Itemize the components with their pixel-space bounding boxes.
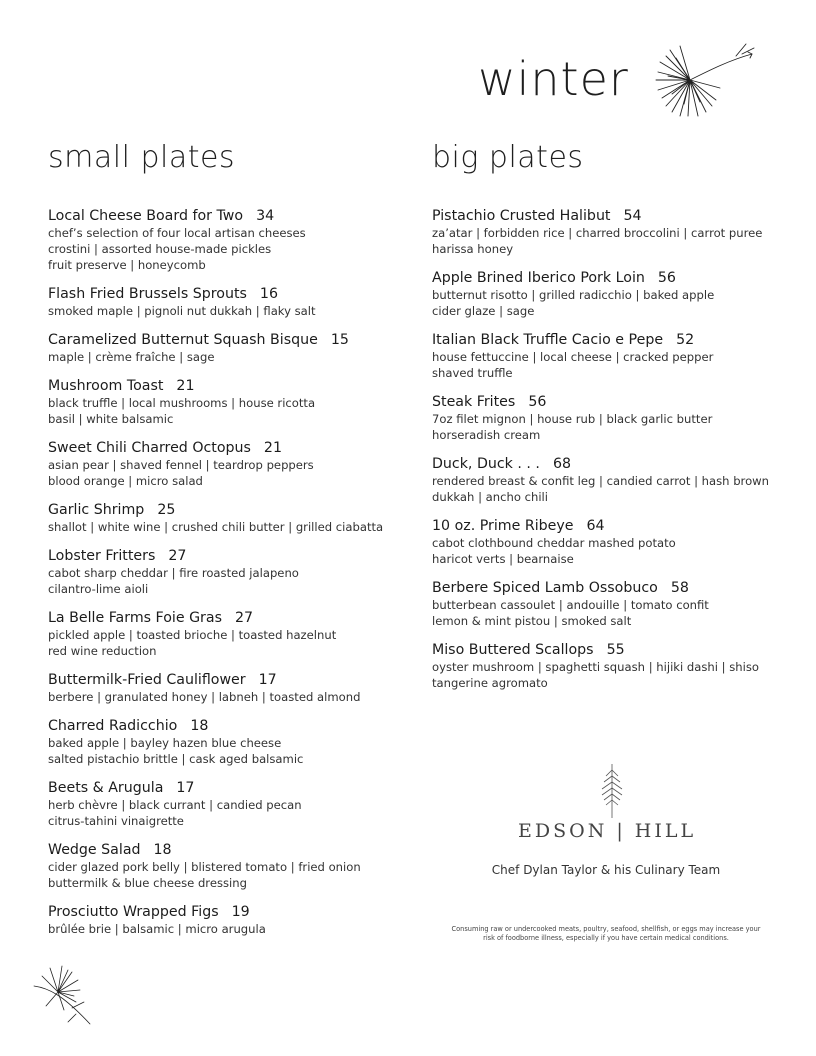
menu-item-header (48, 208, 418, 225)
menu-item-description: crostini | assorted house-made pickles (48, 242, 272, 256)
menu-item-price: 27 (234, 610, 254, 626)
menu-item-name: Beets & Arugula (48, 780, 164, 796)
menu-item-price: 64 (586, 518, 605, 534)
menu-item-price: 17 (258, 672, 277, 688)
big-plates-title: big plates (432, 140, 584, 175)
menu-item-price: 34 (256, 208, 275, 224)
season-title: winter (478, 52, 629, 106)
menu-item-description: fruit preserve | honeycomb (48, 258, 206, 272)
chef-credit: Chef Dylan Taylor & his Culinary Team (491, 863, 721, 877)
menu-item (432, 332, 792, 381)
pine-branch-icon (650, 40, 760, 120)
menu-item-name: Apple Brined Iberico Pork Loin (432, 270, 645, 286)
menu-item-header (432, 518, 792, 535)
menu-item-name: Flash Fried Brussels Sprouts (48, 286, 247, 302)
menu-item-description: basil | white balsamic (48, 412, 174, 426)
edson-hill-logo (518, 760, 698, 850)
menu-item-description: maple | crème fraîche | sage (48, 350, 215, 364)
menu-item-price: 21 (176, 378, 195, 394)
small-plates-title: small plates (48, 140, 236, 175)
menu-item-description: cilantro-lime aioli (48, 582, 149, 596)
menu-item-price: 18 (190, 718, 209, 734)
menu-item (432, 518, 792, 567)
menu-item-name: Garlic Shrimp (48, 502, 145, 518)
menu-item-price: 56 (657, 270, 676, 286)
menu-item (48, 332, 418, 365)
menu-item-name: Charred Radicchio (48, 718, 178, 734)
menu-item-price: 25 (157, 502, 176, 518)
menu-item-header (48, 502, 418, 519)
menu-item (432, 642, 792, 691)
menu-item-description: cider glaze | sage (432, 304, 535, 318)
menu-item-price: 54 (623, 208, 642, 224)
menu-item-header (48, 780, 418, 797)
menu-item-description: chef’s selection of four local artisan cheeses (48, 226, 306, 240)
menu-item-name: Sweet Chili Charred Octopus (48, 440, 251, 456)
menu-item-description: asian pear | shaved fennel | teardrop peppers (48, 458, 314, 472)
menu-item-description: cider glazed pork belly | blistered tomato | fried onion (48, 860, 361, 874)
menu-item-description: red wine reduction (48, 644, 157, 658)
menu-item-name: Prosciutto Wrapped Figs (48, 904, 219, 920)
menu-item-name: Steak Frites (432, 394, 516, 410)
menu-item-name: Berbere Spiced Lamb Ossobuco (432, 580, 658, 596)
menu-item-description: pickled apple | toasted brioche | toasted hazelnut (48, 628, 337, 642)
menu-item-price: 21 (263, 440, 282, 456)
menu-item-price: 15 (330, 332, 349, 348)
menu-item-header (432, 580, 792, 597)
menu-item-description: butternut risotto | grilled radicchio | baked apple (432, 288, 715, 302)
menu-item (432, 456, 792, 505)
pine-sprig-icon (28, 962, 98, 1032)
menu-item-name: Miso Buttered Scallops (432, 642, 594, 658)
menu-item-description: salted pistachio brittle | cask aged balsamic (48, 752, 304, 766)
menu-item-name: Buttermilk-Fried Cauliflower (48, 672, 246, 688)
menu-item (48, 780, 418, 829)
menu-item-description: butterbean cassoulet | andouille | tomato confit (432, 598, 709, 612)
menu-item-header (48, 332, 418, 349)
menu-item (432, 394, 792, 443)
health-disclaimer (432, 925, 780, 943)
menu-item-description: cabot clothbound cheddar mashed potato (432, 536, 676, 550)
menu-item-header (48, 548, 418, 565)
menu-item-header (48, 718, 418, 735)
menu-item-price: 52 (676, 332, 695, 348)
menu-item-description: herb chèvre | black currant | candied pecan (48, 798, 302, 812)
menu-item-description: cabot sharp cheddar | fire roasted jalapeno (48, 566, 299, 580)
menu-item-price: 56 (528, 394, 547, 410)
small-plates-list (48, 208, 418, 937)
menu-item (48, 440, 418, 489)
menu-item-description: blood orange | micro salad (48, 474, 203, 488)
logo-wordmark: EDSON | HILL (518, 820, 697, 842)
menu-item-description: baked apple | bayley hazen blue cheese (48, 736, 282, 750)
menu-item-description: lemon & mint pistou | smoked salt (432, 614, 632, 628)
menu-item (432, 580, 792, 629)
menu-item (48, 718, 418, 767)
menu-item-description: black truffle | local mushrooms | house ricotta (48, 396, 316, 410)
menu-item-name: 10 oz. Prime Ribeye (432, 518, 574, 534)
menu-item-description: harissa honey (432, 242, 514, 256)
menu-item-header (432, 332, 792, 349)
menu-item-header (432, 642, 792, 659)
menu-item-header (48, 286, 418, 303)
menu-item-description: dukkah | ancho chili (432, 490, 548, 504)
menu-item-price: 27 (168, 548, 187, 564)
menu-item-description: horseradish cream (432, 428, 541, 442)
menu-item-description: shallot | white wine | crushed chili butter | grilled ciabatta (48, 520, 384, 534)
disclaimer-line: risk of foodborne illness, especially if you have certain medical conditions. (483, 934, 729, 942)
menu-item-header (432, 208, 792, 225)
menu-item-header (432, 270, 792, 287)
menu-item-header (48, 610, 418, 627)
menu-item (432, 270, 792, 319)
menu-item-name: La Belle Farms Foie Gras (48, 610, 222, 626)
menu-item-description: tangerine agromato (432, 676, 548, 690)
menu-item (48, 208, 418, 273)
menu-item-header (48, 440, 418, 457)
menu-item (48, 548, 418, 597)
menu-item-description: brûlée brie | balsamic | micro arugula (48, 922, 266, 936)
menu-item-price: 58 (670, 580, 689, 596)
menu-item-description: berbere | granulated honey | labneh | toasted almond (48, 690, 361, 704)
menu-item-header (432, 456, 792, 473)
menu-item-name: Caramelized Butternut Squash Bisque (48, 332, 318, 348)
menu-item (48, 842, 418, 891)
menu-item (48, 610, 418, 659)
disclaimer-line: Consuming raw or undercooked meats, poultry, seafood, shellfish, or eggs may increase your (451, 925, 761, 933)
menu-item (48, 286, 418, 319)
menu-item-description: rendered breast & confit leg | candied carrot | hash brown (432, 474, 769, 488)
menu-item-description: oyster mushroom | spaghetti squash | hijiki dashi | shiso (432, 660, 760, 674)
small-plates-column (48, 140, 418, 950)
menu-item-name: Duck, Duck . . . (432, 456, 540, 472)
menu-item (48, 502, 418, 535)
menu-item-name: Pistachio Crusted Halibut (432, 208, 611, 224)
menu-item (48, 904, 418, 937)
menu-item-header (48, 378, 418, 395)
menu-item-description: house fettuccine | local cheese | cracked pepper (432, 350, 714, 364)
menu-item-description: buttermilk & blue cheese dressing (48, 876, 247, 890)
menu-item-price: 55 (606, 642, 625, 658)
menu-item-name: Local Cheese Board for Two (48, 208, 244, 224)
menu-item (432, 208, 792, 257)
big-plates-column (432, 140, 792, 704)
menu-item-description: haricot verts | bearnaise (432, 552, 574, 566)
menu-item-name: Lobster Fritters (48, 548, 156, 564)
menu-item-name: Wedge Salad (48, 842, 141, 858)
big-plates-list (432, 208, 792, 691)
menu-item-description: citrus-tahini vinaigrette (48, 814, 184, 828)
menu-item-name: Mushroom Toast (48, 378, 164, 394)
menu-item-price: 68 (552, 456, 572, 472)
menu-item-description: smoked maple | pignoli nut dukkah | flaky salt (48, 304, 316, 318)
tree-icon (518, 760, 698, 820)
menu-item (48, 672, 418, 705)
menu-item-price: 17 (176, 780, 195, 796)
menu-item-description: 7oz filet mignon | house rub | black garlic butter (432, 412, 713, 426)
menu-item (48, 378, 418, 427)
menu-item-name: Italian Black Truffle Cacio e Pepe (432, 332, 664, 348)
menu-item-header (432, 394, 792, 411)
menu-item-description: shaved truffle (432, 366, 513, 380)
menu-item-header (48, 842, 418, 859)
menu-item-price: 19 (231, 904, 250, 920)
menu-item-header (48, 672, 418, 689)
menu-item-price: 16 (259, 286, 278, 302)
menu-item-header (48, 904, 418, 921)
menu-item-description: za’atar | forbidden rice | charred broccolini | carrot puree (432, 226, 763, 240)
menu-item-price: 18 (153, 842, 172, 858)
